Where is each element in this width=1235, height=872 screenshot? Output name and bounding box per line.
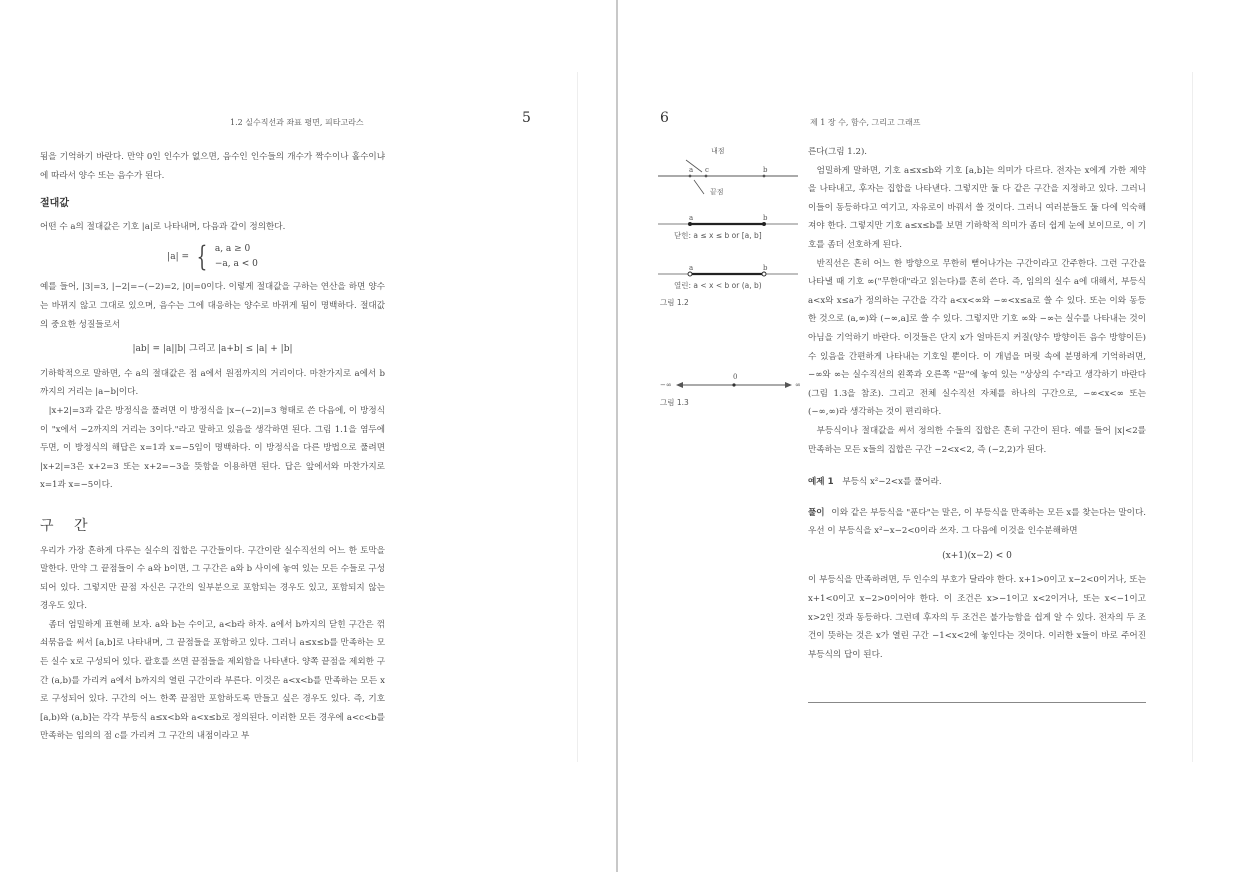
abs-definition-formula [40,242,385,272]
solution-label: 풀이 [808,507,825,518]
left-text-column [40,148,385,746]
paragraph: 른다(그림 1.2). [808,147,868,157]
abs-properties-formula: |ab| = |a||b| 그리고 |a+b| ≤ |a| + |b| [132,344,293,355]
label-interior-point: 내점 [711,147,725,155]
left-page [0,0,616,872]
paragraph: 어떤 수 a의 절대값은 기호 |a|로 나타내며, 다음과 같이 정의한다. [40,221,286,232]
running-head: 1.2 실수직선과 좌표 평면, 피타고라스 [230,118,364,127]
page-number: 5 [522,110,531,126]
running-head: 제 1 장 수, 함수, 그리고 그래프 [810,118,921,127]
solution-text: 이와 같은 부등식을 "푼다"는 말은, 이 부등식을 만족하는 모든 x를 찾는다는 말이다. 우선 이 부등식을 x²−x−2<0이라 쓰자. 그 다음에 이것을 인수분해하면 [808,507,1146,537]
paragraph: 이 부등식을 만족하려면, 두 인수의 부호가 달라야 한다. x+1>0이고 x−2<0이거나, 또는 x+1<0이고 x−2>0이어야 한다. 이 조건은 x>−1이고 x<2이거나, 또는 x<−1이고 x>2인 것과 동등하다. 그런데 후자의 두 조건은 불가능함을 쉽게 알 수 있다. 전자의 두 조건이 뜻하는 것은 x가 열린 구간 −1<x<2에 놓인다는 것이다. 이러한 x들이 바로 주어진 부등식의 답이 된다. [808,575,1146,660]
point-a: a [689,166,694,174]
paragraph: 됨을 기억하기 바란다. 만약 0인 인수가 없으면, 음수인 인수들의 개수가 짝수이나 홀수이냐에 따라서 양수 또는 음수가 된다. [40,152,385,181]
paragraph: 좀더 엄밀하게 표현해 보자. a와 b는 수이고, a<b라 하자. a에서 b까지의 닫힌 구간은 꺾쇠묶음을 써서 [a,b]로 나타내며, 그 끝점들을 포함하고 있다. 그러니 a≤x≤b를 만족하는 모든 실수 x로 구성되어 있다. 괄호를 쓰면 끝점들을 제외함을 나타낸다. 양쪽 끝점을 제외한 구간 (a,b)를 가리켜 a에서 b까지의 열린 구간이라 부른다. 이것은 a<x<b를 만족하는 모든 x로 구성되어 있다. 구간의 어느 한쪽 끝점만 포함하도록 만들고 싶은 경우도 있다. 즉, 기호 [a,b)와 (a,b]는 각각 부등식 a≤x<b와 a<x≤b로 정의된다. 이러한 모든 경우에 a<c<b를 만족하는 임의의 점 c를 가리켜 그 구간의 내점이라고 부 [40,619,385,742]
left-arrowhead [676,382,683,388]
point-c: c [705,166,709,174]
section-heading-abs: 절대값 [40,198,69,210]
solution-paragraph [808,504,1146,541]
example-label: 예제 1 [808,477,834,488]
paragraph: 부등식이나 절대값을 써서 정의한 수들의 집합은 흔히 구간이 된다. 예를 들어 |x|<2를 만족하는 모든 x들의 집합은 구간 −2<x<2, 즉 (−2,2)가 된다. [808,425,1146,455]
section-heading-interval: 구 간 [40,517,96,534]
point-a: a [689,214,694,222]
page-edge-line [1192,72,1193,762]
end-of-solution-rule [808,702,1146,703]
closed-interval-caption: 닫힌: a ≤ x ≤ b or [a, b] [674,231,762,240]
endpoint-arrow [694,180,704,194]
page-edge-line [577,72,578,762]
point-b: b [763,264,768,272]
case-line: −a, a < 0 [214,259,258,270]
right-page [618,0,1235,872]
paragraph: 엄밀하게 말하면, 기호 a≤x≤b와 기호 [a,b]는 의미가 다르다. 전자는 x에게 가한 제약을 나타내고, 후자는 집합을 나타낸다. 그렇지만 둘 다 같은 구간을 지정하고 있다. 그러니 이들이 동등하다고 여기고, 자유로이 바꿔서 쓸 것이다. 그러니 여러분들도 둘 다에 익숙해져야 한다. 그렇지만 기호 a≤x≤b를 보면 기하학적 의미가 좀더 쉽게 눈에 보이므로, 이 기호를 좀더 선호하게 된다. [808,165,1146,250]
paragraph: 반직선은 흔히 어느 한 방향으로 무한히 뻗어나가는 구간이라고 간주한다. 그런 구간을 나타낼 때 기호 ∞("무한대"라고 읽는다)를 흔히 쓴다. 즉, 임의의 실수 a에 대해서, 부등식 a<x와 x≤a가 정의하는 구간을 각각 a<x<∞와 −∞<x≤a로 쓸 수 있다. 또는 이와 동등한 것으로 (a,∞)와 (−∞,a]로 쓸 수 있다. 그렇지만 기호 ∞와 −∞는 실수를 나타내는 것이 아님을 기억하기 바란다. 이것들은 단지 x가 얼마든지 커질(양수 방향이든 음수 방향이든) 수 있음을 간편하게 나타내는 기호일 뿐이다. 이 개념을 머릿 속에 분명하게 기억하려면, −∞와 ∞는 실수직선의 왼쪽과 오른쪽 "끝"에 놓여 있는 "상상의 수"라고 생각하기 바란다(그림 1.3을 참조). 그리고 전체 실수직선 자체를 하나의 구간으로, −∞<x<∞ 또는 (−∞,∞)라 생각하는 것이 편리하다. [808,258,1146,418]
point-a: a [689,264,694,272]
figure-caption: 그림 1.3 [660,398,689,407]
paragraph: 우리가 가장 흔하게 다루는 실수의 집합은 구간들이다. 구간이란 실수직선의 어느 한 토막을 말한다. 만약 그 끝점들이 수 a와 b이면, 그 구간은 a와 b 사이에 놓여 있는 모든 수들로 구성되어 있다. 그렇지만 끝점 자신은 구간의 일부분으로 포함되는 경우도 있고, 포함되지 않는 경우도 있다. [40,545,385,612]
formula-lhs: |a| = [167,252,190,263]
label-endpoint: 끝점 [710,188,724,196]
case-line: a, a ≥ 0 [214,244,251,255]
point-b: b [763,166,768,174]
pos-infinity-label: ∞ [795,381,801,389]
figure-caption: 그림 1.2 [660,298,689,307]
page-number: 6 [660,110,669,126]
example-line [808,473,1146,492]
right-arrowhead [785,382,792,388]
factored-inequality: (x+1)(x−2) < 0 [942,550,1012,561]
neg-infinity-label: −∞ [660,381,672,389]
point-b: b [763,214,768,222]
example-text: 부등식 x²−2<x를 풀어라. [842,477,942,488]
paragraph: 기하학적으로 말하면, 수 a의 절대값은 점 a에서 원점까지의 거리이다. 마찬가지로 a에서 b까지의 거리는 |a−b|이다. [40,368,385,398]
paragraph: |x+2|=3과 같은 방정식을 풀려면 이 방정식을 |x−(−2)|=3 형태로 쓴 다음에, 이 방정식이 "x에서 −2까지의 거리는 3이다."라고 말하고 있음을 생각하면 된다. 그림 1.1을 염두에 두면, 이 방정식의 해답은 x=1과 x=−5임이 명백하다. 이 방정식을 다른 방법으로 풀려면 |x+2|=3은 x+2=3 또는 x+2=−3을 뜻함을 이용하면 된다. 답은 앞에서와 마찬가지로 x=1과 x=−5이다. [40,405,385,491]
open-interval-caption: 열린: a < x < b or (a, b) [674,281,762,290]
paragraph: 예를 들어, |3|=3, |−2|=−(−2)=2, |0|=0이다. 이렇게 절대값을 구하는 연산을 하면 양수는 바뀌지 않고 그대로 있으며, 음수는 그에 대응하는 양수로 바뀌게 됨이 명백하다. 절대값의 중요한 성질들로서 [40,282,385,330]
zero-label: 0 [733,373,738,381]
right-text-column [808,143,1146,664]
brace-glyph: { [196,240,208,274]
